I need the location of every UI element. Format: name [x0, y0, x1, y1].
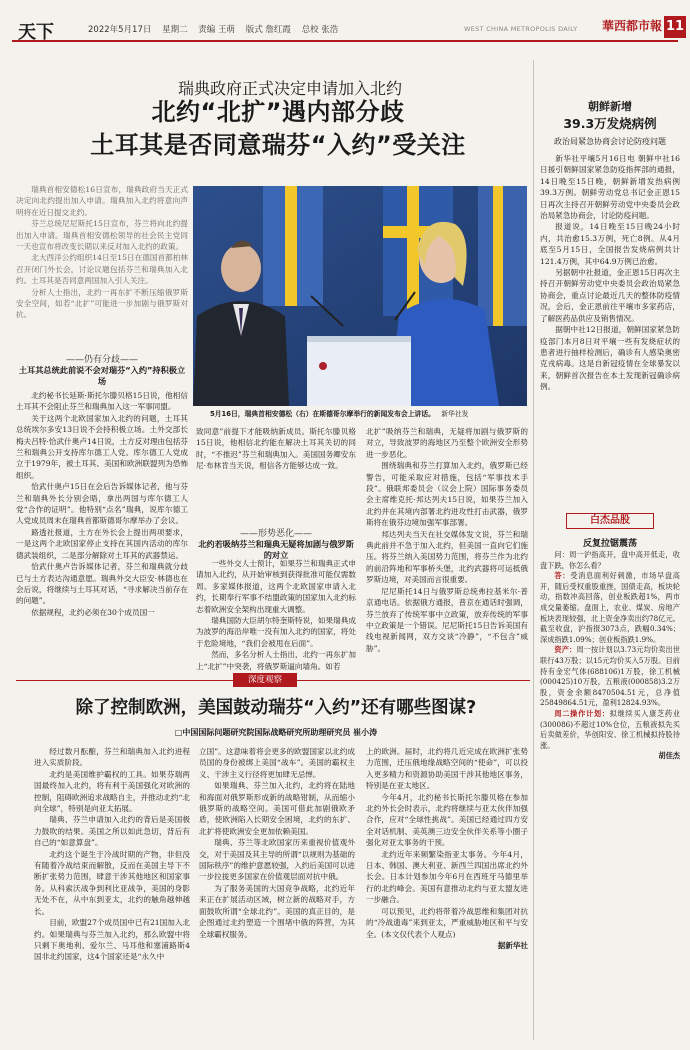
lede-paragraph: 瑞典首相安德松16日宣布，瑞典政府当天正式决定向北约提出加入申请。瑞典加入北约将意向声明将在近日提交北约。 — [16, 185, 188, 217]
proofreader: 总校 张浩 — [301, 25, 339, 35]
page-number: 11 — [664, 16, 686, 38]
lead-column-2 — [196, 426, 356, 472]
date: 2022年5月17日 — [88, 25, 152, 35]
section-label: 深度观察 — [233, 673, 297, 687]
body-paragraph: 经过数月酝酿，芬兰和瑞典加入北约进程进入实质阶段。 — [34, 747, 190, 768]
body-paragraph: 瑞典、芬兰等北欧国家历来重视价值观外交，对于美国及其主导的所谓“以规则为基础的国际秩序”的维护意愿较强，入约后美国可以进一步拉拢更多国家在价值观层面对抗中俄。 — [199, 838, 355, 882]
body-paragraph: 北约这个诞生于冷战时期的产物，非但没有随着冷战结束而解散，反而在美国主导下不断扩张势力范围，肆意干涉其他地区和国家事务。从科索沃战争到利比亚战争，美国的身影无处不在，从中东到亚太，北约的触角越伸越长。 — [34, 849, 190, 916]
column-plan: 周二操作计划：拟继续买入康芝药业(300086)不超过10%仓位，五粮液拟先买后卖做差价，华创阳安、徐工机械拟持股待涨。 — [540, 708, 680, 750]
lede-paragraph: 分析人士指出，北约一再东扩不断压缩俄罗斯安全空间，如若“北扩”可能进一步加剧与俄罗斯对抗。 — [16, 287, 188, 320]
body-paragraph: 立国”。这意味着将会更多的欧盟国家以北约成员国的身份被绑上美国“战车”。美国的霸权主义、干涉主义行径将更加肆无忌惮。 — [199, 747, 355, 779]
column-question: 问：周一沪指高开，盘中高开低走，收盘下跌，你怎么看？ — [540, 550, 680, 570]
analysis-column-2 — [199, 746, 355, 940]
column-answer: 答：受消息面利好刺激，市场早盘高开，随后受权重股重挫，国债走高，板块轮动，指数冲高回落，创业板跌超1%，两市成交量萎缩。盘面上，农业、煤炭、房地产板块表现较强，北上资金净卖出约78亿元。截至收盘，沪指报3073点，跌幅0.34%；深成指跌1.09%；创业板指跌1.9%。 — [540, 571, 680, 644]
lead-headline-line-2: 土耳其是否同意瑞芬“入约”受关注 — [90, 131, 466, 159]
body-paragraph: 为了服务美国的大国竞争战略，北约近年来正在扩展活动区域，树立新的战略对手，方面鼓吹所谓“全球北约”。美国的真正目的，是企图通过北约塑造一个围堵中俄的阵营，为其全球霸权服务。 — [199, 883, 355, 939]
subhead-deteriorating — [196, 526, 356, 561]
body-paragraph: 围绕瑞典和芬兰打算加入北约，俄罗斯已经警告，可能采取应对措施，包括“军事技术手段”。俄联邦委员会（议会上院）国际事务委员会主席维克托·邦达列夫15日说，如果芬兰加入北约并在其境内部署北约进攻性打击武器，俄罗斯将在俄芬边境加强军事部署。 — [366, 461, 528, 528]
lead-column-2b — [196, 558, 356, 672]
body-paragraph: 恰武什奥卢告诉媒体记者，芬兰和瑞典就分歧已与土方表达沟通意愿。瑞典外交大臣安·林德也在会后说，将继续与土耳其对话，“寻求解决当前存在的问题”。 — [16, 562, 188, 606]
body-paragraph: 瑞典国防大臣胡尔特奎斯特说，如果瑞典成为波罗的海沿岸唯一没有加入北约的国家，将处于危险境地，“我们会被甩在后面”。 — [196, 616, 356, 648]
body-paragraph: 北约是美国维护霸权的工具。如果芬瑞两国最终加入北约，将有利于美国强化对欧洲的控制，阻碍欧洲追求战略自主，并推动北约“北向全球”，特别是向亚太拓展。 — [34, 769, 190, 814]
lead-kicker: 瑞典政府正式决定申请加入北约 — [177, 79, 402, 98]
body-paragraph: 尼尼斯托14日与俄罗斯总统弗拉基米尔·普京通电话。依据俄方通报，普京在通话时强调，芬兰放弃了传统军事中立政策，放弃传统的军事中立政策是一个错误。尼尼斯托15日告诉美国有线电视新闻网，双方交谈“冷静”，“不包含”威胁”。 — [366, 586, 528, 653]
body-paragraph: 另据朝中社报道，金正恩15日再次主持召开朝鲜劳动党中央委员会政治局紧急协商会，重点讨论最近几天的整体防疫情况，会后，金正恩前往平壤市多家药店，了解医药品供应及销售情况。 — [540, 268, 680, 323]
sidebar-subheadline: 政治局紧急协商会讨论防疫问题 — [554, 137, 666, 146]
subhead-deco: ——仍有分歧—— — [65, 355, 138, 365]
subhead-divided — [16, 352, 188, 387]
column-fund: 资产：周一按计划以3.73元均价卖出世联行43万股；以15元均价买入5万股。目前持有金宏气体(688106)1万股，徐工机械(000425)10万股，五粮液(000858)3.2万股，资金余额8470504.51元，总净值25849864.51元，盈利12824.93%。 — [540, 645, 680, 708]
masthead — [12, 14, 685, 43]
column-divider — [533, 60, 534, 1040]
agency-credit: 据新华社 — [497, 940, 528, 950]
body-paragraph: 一些外交人士预计，如果芬兰和瑞典正式申请加入北约，从开始审核到获得批准可能仅需数周。多家媒体报道，这两个北欧国家申请入北约，长期奉行军事不结盟政策的国家加入北约标志着欧洲安全架构出现重大调整。 — [196, 559, 356, 614]
column-tag: 白杰品股 — [566, 513, 654, 529]
body-paragraph: 北约秘书长延斯·斯托尔滕贝格15日说，他相信土耳其不会阻止芬兰和瑞典加入这一军事同盟。 — [16, 391, 188, 412]
weekday: 星期二 — [162, 25, 188, 35]
analysis-column-1 — [34, 746, 190, 963]
sidebar-headline — [538, 98, 682, 132]
column-author: 胡佳杰 — [658, 751, 680, 761]
section-name: 天下 — [18, 22, 54, 43]
sidebar-headline-line-2: 39.3万发烧病例 — [563, 116, 657, 131]
caption-text: 5月16日，瑞典首相安德松（右）在斯德哥尔摩举行的新闻发布会上讲话。 — [210, 410, 435, 418]
analysis-headline: 除了控制欧洲，美国鼓动瑞芬“入约”还有哪些图谋? — [75, 698, 477, 718]
subhead-deco: ——形势恶化—— — [239, 529, 312, 539]
dateline — [88, 23, 346, 35]
sidebar-headline-line-1: 朝鲜新增 — [588, 100, 632, 113]
body-paragraph: 目前，欧盟27个成员国中已有21国加入北约。如果瑞典与芬兰加入北约，那么欧盟中将只剩下奥地利、爱尔兰、马耳他和塞浦路斯4国非北约国家，这4个国家还是“永久中 — [34, 918, 191, 962]
layout-editor: 版式 詹红霞 — [245, 25, 291, 35]
body-paragraph: 今年4月，北约秘书长斯托尔滕贝格在参加北约外长会时表示，北约将继续与亚太伙伴加强合作，应对“全球性挑战”。美国已经通过四方安全对话机制、美英澳三边安全伙伴关系等小圈子强化对亚太事务的干预。 — [366, 792, 528, 848]
lead-lede — [16, 184, 188, 321]
subhead-title: 土耳其总统此前说不会对瑞芬“入约”持积极立场 — [18, 365, 186, 386]
lead-headline — [18, 96, 538, 162]
analysis-byline: □中国国际问题研究院国际战略研究所助理研究员 崔小涛 — [174, 728, 378, 737]
body-paragraph: 北约近年来频繁染指亚太事务。今年4月，日本、韩国、澳大利亚、新西兰四国出席北约外长会。日本计划参加今年6月在西班牙马德里举行的北约峰会。美国有意推动北约与亚太盟友进一步融合。 — [366, 849, 528, 905]
body-paragraph: 据朝中社12日报道，朝鲜国家紧急防疫部门本月8日对平壤一些有发烧症状的患者进行抽样检测后，确诊有人感染奥密克戎病毒。这是自新冠疫情在全球暴发以来，朝鲜首次报告在本土发现新冠确诊病例。 — [540, 325, 680, 392]
column-title: 反复拉锯震荡 — [582, 539, 637, 549]
publication-logo: 華西都市報 — [602, 19, 663, 33]
body-paragraph: 报道说，14日晚至15日晚24小时内，共治愈15.3万例，死亡8例。从4月底至5月15日，全国报告发烧病例共计121.4万例，其中64.9万例已治愈。 — [540, 222, 680, 266]
subhead-title: 北约若吸纳芬兰和瑞典无疑将加剧与俄罗斯的对立 — [198, 539, 354, 560]
body-paragraph: 新华社平壤5月16日电 朝鲜中社16日援引朝鲜国家紧急防疫指挥部的通报，14日晚至15日晚，朝鲜新增发热病例39.3万例。朝鲜劳动党总书记金正恩15日再次主持召开朝鲜劳动党中央委员会政治局紧急协商会，讨论防疫问题。 — [540, 154, 680, 221]
lede-paragraph: 芬兰总统尼尼斯托15日宣布，芬兰将向北约提出加入申请。瑞典首相安德松领导的社会民主党同一天也宣布将改变长期以来反对加入北约的政策。 — [16, 219, 188, 252]
sidebar-body — [540, 153, 680, 393]
photo-caption — [210, 408, 530, 418]
lede-paragraph: 北大西洋公约组织14日至15日在德国首都柏林召开闭门外长会，讨论议题包括芬兰和瑞典加入北约。土耳其是否同意两国加入引人关注。 — [16, 253, 188, 286]
editor: 责编 王萌 — [198, 25, 235, 35]
news-photo — [193, 186, 527, 406]
body-paragraph: 然而，多名分析人士指出，北约一再东扩加上“北扩”中突袭，将俄罗斯逼向墙角。如若 — [196, 650, 356, 671]
body-paragraph: 上的欧洲。届时，北约将几近完成在欧洲扩张势力范围，迁压俄地缘战略空间的“使命”，可以投入更多精力和资源协助美国干涉其他地区事务，特别是在亚太地区。 — [366, 747, 528, 791]
body-paragraph: 邦达列夫当天在社交媒体发文说，芬兰和瑞典此前并不急于加入北约，但美国一直向它们施压。将芬兰纳入美国势力范围，将芬兰作为北约的前沿阵地和军事桥头堡，北约武器将可运抵俄罗斯边境，对美国而言很重要。 — [366, 529, 528, 585]
analysis-column-3 — [366, 746, 528, 951]
body-paragraph: 依据规程，北约必须在30个成员国一 — [31, 607, 155, 617]
body-paragraph: 致同意”前提下才能吸纳新成员。斯托尔滕贝格15日说，他相信北约能在解决土耳其关切的同时，“不推迟”芬兰和瑞典加入。美国国务卿安东尼·布林肯当天说，相信各方能够达成一致。 — [196, 427, 356, 471]
press-conference-photo — [193, 186, 527, 406]
stock-column-body — [540, 550, 680, 762]
body-paragraph: 瑞典、芬兰申请加入北约的背后是美国极力鼓吹的结果。美国之所以如此急切，背后有自己的“如意算盘”。 — [34, 815, 190, 848]
body-paragraph: 可以预见，北约将带着冷战思维和集团对抗的“冷战遗毒”来到亚太，严重威胁地区和平与安全。(本文仅代表个人观点) — [366, 906, 528, 939]
body-paragraph: 关于这两个北欧国家加入北约的问题，土耳其总统埃尔多安13日说不会持积极立场。土外交部长梅夫吕特·恰武什奥卢14日说，土方反对理由包括芬兰和瑞典公开支持库尔德工人党。库尔德工人党成立于1979年，被土耳其、美国和欧洲联盟列为恐怖组织。 — [16, 413, 188, 480]
body-paragraph: 如果瑞典、芬兰加入北约，北约将在陆地和海面对俄罗斯形成新的战略钳制，从而缩小俄罗斯的战略空间。美国可借此加剧俄欧矛盾，使欧洲陷入长期安全困境，北约的东扩、北扩将使欧洲安全更加依赖美国。 — [199, 781, 355, 836]
body-paragraph: 恰武什奥卢15日在会后告诉媒体记者，他与芬兰和瑞典外长分别会晤，拿出两国与库尔德工人党“合作的证明”。他特别“点名”瑞典，说库尔德工人党成员周末在瑞典首都斯德哥尔摩举办了会议。 — [16, 482, 188, 526]
lead-column-1 — [16, 390, 188, 618]
photo-credit: 新华社发 — [441, 410, 469, 418]
lead-headline-line-1: 北约“北扩”遇内部分歧 — [151, 98, 405, 126]
body-paragraph: 北扩”吸纳芬兰和瑞典，无疑将加剧与俄罗斯的对立，导致波罗的海地区乃至整个欧洲安全形势进一步恶化。 — [366, 427, 528, 459]
lead-column-3 — [366, 426, 528, 654]
publication-name-en: WEST CHINA METROPOLIS DAILY — [464, 25, 578, 33]
body-paragraph: 路透社报道，土方在外长会上提出两项要求，一是这两个北欧国家停止支持在其国内活动的库尔德武装组织，二是部分解除对土耳其的武器禁运。 — [16, 527, 188, 560]
